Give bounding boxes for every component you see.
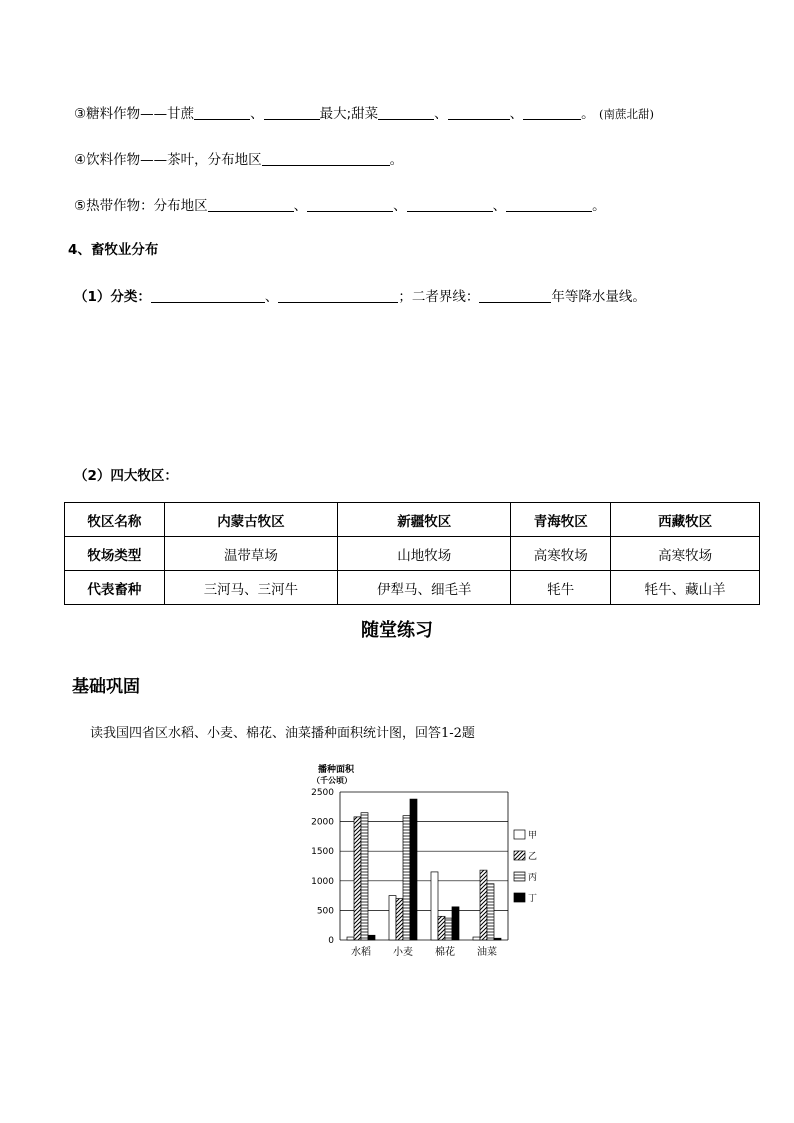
sugar-mid: 最大;甜菜 [319,106,379,122]
x-tick-label: 棉花 [435,947,455,958]
bar-甲 [431,872,438,940]
table-cell: 温带草场 [164,537,337,571]
regions-heading: （2）四大牧区： [74,468,178,484]
bar-丁 [452,907,459,940]
separator: 、 [264,289,279,305]
blank-field[interactable] [151,288,265,303]
sentence-end: 。 [592,198,606,214]
table-row [65,537,760,571]
blank-field[interactable] [523,105,581,120]
table-cell: 伊犁马、细毛羊 [338,571,511,605]
table-cell: 牦牛、藏山羊 [611,571,760,605]
bar-丙 [361,813,368,940]
area-bar-chart [290,760,550,970]
legend-label: 丙 [528,873,538,883]
classify-lead: （1）分类： [74,289,151,305]
legend-swatch [514,830,525,839]
bar-丁 [494,938,501,940]
y-tick-label: 500 [316,906,334,917]
sugar-note: (南蔗北甜) [598,107,654,121]
bar-乙 [480,870,487,940]
table-cell: 山地牧场 [338,537,511,571]
basic-title: 基础巩固 [72,677,140,697]
classify-end: 年等降水量线。 [551,289,646,305]
blank-field[interactable] [506,197,592,212]
separator: 、 [509,106,524,122]
blank-field[interactable] [479,288,551,303]
separator: 、 [250,106,264,122]
bar-甲 [347,937,354,940]
sugar-crops-line [74,102,654,122]
y-tick-label: 2000 [311,817,334,828]
bar-丁 [410,799,417,940]
classify-mid: ；二者界线： [398,289,480,305]
drink-lead: ④饮料作物——茶叶，分布地区 [74,152,262,168]
separator: 、 [393,198,407,214]
blank-field[interactable] [407,197,493,212]
legend-label: 乙 [528,852,538,862]
practice-title: 随堂练习 [361,620,433,641]
bar-丁 [368,935,375,940]
x-tick-label: 小麦 [393,947,413,958]
table-cell: 牧区名称 [65,503,165,537]
legend-label: 甲 [528,831,538,841]
drink-crops-line [74,148,403,168]
table-cell: 西藏牧区 [611,503,760,537]
table-cell: 新疆牧区 [338,503,511,537]
pasture-table [64,502,760,605]
blank-field[interactable] [194,105,250,120]
bar-乙 [354,817,361,940]
y-axis-label: 播种面积 [318,765,355,775]
blank-field[interactable] [378,105,434,120]
sentence-end: 。 [389,152,404,168]
sentence-end: 。 [581,106,595,122]
table-cell: 高寒牧场 [511,537,611,571]
blank-field[interactable] [208,197,294,212]
bar-丙 [445,918,452,940]
table-cell: 内蒙古牧区 [164,503,337,537]
table-row [65,503,760,537]
legend-swatch [514,872,525,881]
sugar-lead: ③糖料作物——甘蔗 [74,106,195,122]
separator: 、 [492,198,507,214]
y-tick-label: 1000 [311,876,334,887]
tropical-lead: ⑤热带作物：分布地区 [74,198,208,214]
bar-甲 [473,937,480,940]
y-tick-label: 2500 [311,788,334,798]
table-cell: 高寒牧场 [611,537,760,571]
y-tick-label: 1500 [311,847,334,858]
legend-swatch [514,893,525,902]
x-tick-label: 水稻 [351,947,371,958]
separator: 、 [434,106,448,122]
bar-乙 [396,899,403,940]
bar-丙 [403,816,410,940]
blank-field[interactable] [307,197,393,212]
table-cell: 牦牛 [511,571,611,605]
bar-甲 [389,896,396,940]
table-cell: 三河马、三河牛 [164,571,337,605]
table-row [65,571,760,605]
tropical-crops-line [74,194,606,214]
x-tick-label: 油菜 [477,947,497,958]
classify-line [74,285,646,305]
y-axis-unit: （千公顷） [312,776,352,785]
table-cell: 青海牧区 [511,503,611,537]
blank-field[interactable] [448,105,510,120]
bar-丙 [487,884,494,940]
y-tick-label: 0 [328,936,334,946]
separator: 、 [293,198,308,214]
bar-乙 [438,916,445,940]
table-cell: 牧场类型 [65,537,165,571]
blank-field[interactable] [262,151,390,166]
blank-field[interactable] [264,105,320,120]
question-text: 读我国四省区水稻、小麦、棉花、油菜播种面积统计图，回答1-2题 [90,726,475,741]
blank-field[interactable] [278,288,398,303]
legend-swatch [514,851,525,860]
table-cell: 代表畜种 [65,571,165,605]
legend-label: 丁 [528,894,538,904]
section-heading: 4、畜牧业分布 [68,242,159,258]
